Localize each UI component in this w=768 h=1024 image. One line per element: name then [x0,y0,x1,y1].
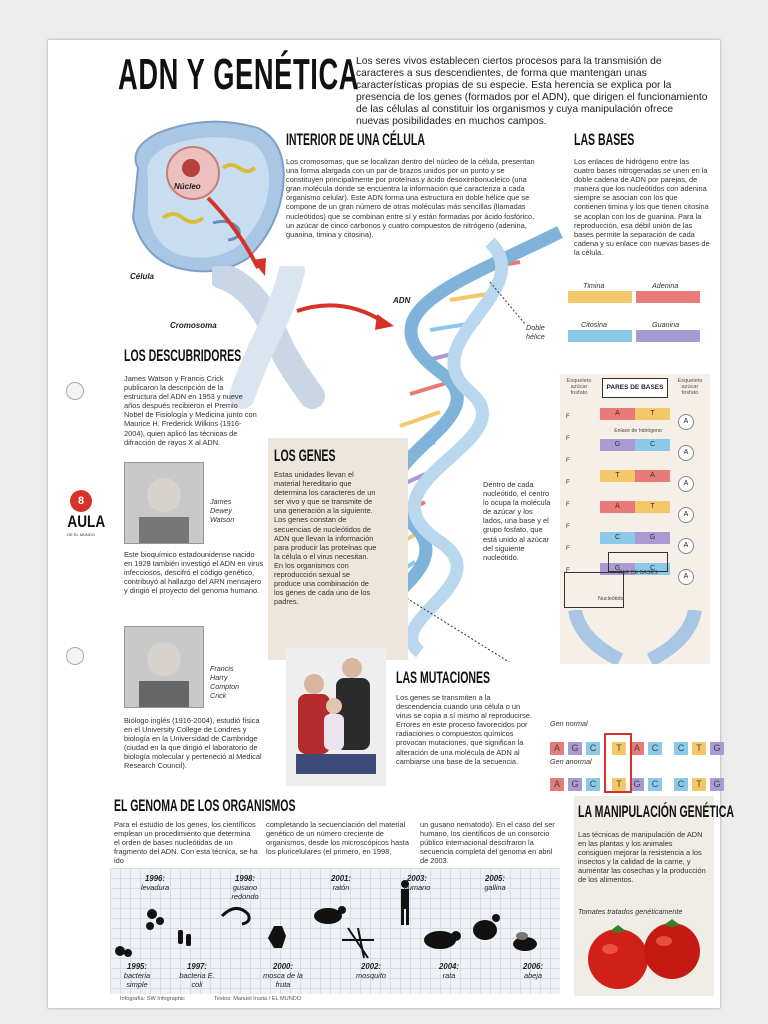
timeline-organism: gallina [484,883,506,892]
sequence-base: C [648,778,662,791]
credit-infografia: Infografía: SW Infographic [120,996,185,1002]
timeline-organism: gusano redondo [231,883,259,901]
strand-base-right: A [678,538,694,554]
sequence-base: C [586,742,600,755]
genoma-col1: Para el estudio de los genes, los científicos emplean un procedimiento que determina el orden de bases nucleótidas de un fragmento del ADN. Con esta técnica, se ha ido [114,820,258,866]
crick-photo [124,626,204,708]
timeline-organism: mosca de la fruta [263,971,303,989]
phosphate-marker: F [566,414,570,420]
strand-base-right: A [678,569,694,585]
timeline-year: 2003: [407,874,427,883]
base-label-adenina: Adenina [652,281,679,290]
mosquito-icon [342,928,374,958]
logo-badge: 8 [70,490,92,512]
crick-body: Biólogo inglés (1916-2004), estudió física en el University College de Londres y biología en la Universidad de Cambridge (ciudad en la que dirigió el laboratorio de biología molecular y perteneció al Medical Research Council). [124,716,262,771]
genoma-col3: un gusano nematodo). En el caso del ser humano, los científicos de un consorcio público internacional descifraron la secuencia completa del genoma en abril de 2003. [420,820,555,866]
sequence-base: G [710,778,724,791]
base-pair-row [600,439,670,451]
watson-caption: James Dewey Watson [210,497,235,524]
nucleolus [182,159,200,177]
binder-hole-top [66,382,84,400]
base-label-guanina: Guanina [652,320,680,329]
phosphate-marker: F [566,524,570,530]
family-photo [286,648,386,786]
base-pair-row [600,532,670,544]
interior-body: Los cromosomas, que se localizan dentro del núcleo de la célula, presentan una forma alargada con un par de brazos unidos por un punto y se constituyen principalmente por proteínas y ácido desoxirribonucleico (una gran molécula donde se encuentra la información que caracteriza a cada organismo celular). Este ADN forma una estructura en doble hélice que se compone de un gran número de otras moléculas más sencillas (llamadas nucleótidos) que se combinan entre sí y están formadas por ácido fosfórico, un azúcar de cinco carbonos y cuatro compuestos de nitrógeno (adenina, guanina, timina y citosina). [286,157,535,239]
pairs-left-label: Esqueleto azúcar fosfato [566,378,592,396]
descubridores-body: James Watson y Francis Crick publicaron la descripción de la estructura del ADN en 1953 y nueve años después recibieron el Premio Nobel de Fisiología y Medicina junto con Maurice H. Frederick Wilkins (1916-2004), quien aplicó las técnicas de difracción de rayos X al ADN. [124,374,257,447]
base-cell: G [600,563,635,575]
label-cromosoma: Cromosoma [170,321,217,330]
gen-anormal-sequence [550,774,728,792]
base-cell: A [600,501,635,513]
timeline-year: 2002: [361,962,381,971]
pairs-diagram [560,374,710,664]
strand-base-right: A [678,445,694,461]
base-label-citosina: Citosina [581,320,607,329]
base-swatch-adenina [636,291,700,303]
sequence-base: C [674,778,688,791]
nucleotide-box [564,572,624,608]
crick-caption: Francis Harry Compton Crick [210,664,240,700]
mouse-icon [314,908,342,924]
mutation-highlight [604,733,632,793]
genes-body: Estas unidades llevan el material hereditario que determina los caracteres de un ser vivo y que se transmite de una generación a la siguiente. Los genes constan de secuencias de nucleótidos de ADN que llevan la información para producir las proteínas que la célula o el virus necesitan. En los organismos con reproducción sexual se produce una combinación de los genes de cada uno de los padres. [274,470,377,607]
doble-helice-pointer [490,282,525,324]
nucleotide-label: Nucleótido [598,596,624,602]
label-doble-helice: Doble hélice [526,323,545,341]
mutaciones-body: Los genes se transmiten a la descendencia cuando una célula o un virus se copia a sí mismo al reproducirse. Errores en este proceso favorecidos por radiaciones o compuestos químicos provocan mutaciones, que significan la alteración de una molécula de ADN al cambiarse una base de la secuencia. [396,693,532,766]
timeline-organism: abeja [523,971,543,980]
base-pair-row [600,408,670,420]
timeline-year: 1996: [145,874,165,883]
sequence-base: G [630,778,644,791]
aula-logo [64,490,106,537]
mutaciones-heading: LAS MUTACIONES [396,668,491,687]
gen-anormal-label: Gen anormal [550,757,592,766]
sequence-base: C [674,742,688,755]
phosphate-marker: F [566,546,570,552]
sequence-base: T [612,778,626,791]
genes-heading: LOS GENES [274,446,336,465]
base-cell: A [635,470,670,482]
phosphate-marker: F [566,458,570,464]
intro-text: Los seres vivos establecen ciertos procesos para la transmisión de caracteres a sus descendientes, de forma que mantengan unas características propias de su especie. Esta herencia se explica por la presencia de los genes (formados por el ADN), que dirigen el funcionamiento de las células al constituir los organismos y cuya manipulación ofrece nuevas posibilidades en muchos campos. [356,56,708,127]
label-adn: ADN [393,296,411,305]
timeline-organism: bacteria E. coli [179,971,215,989]
phosphate-marker: F [566,480,570,486]
descubridores-heading: LOS DESCUBRIDORES [124,346,242,365]
timeline-year: 2004: [439,962,459,971]
pair-label: PAR DE BASES [608,552,668,572]
hbond-label: Enlace de hidrógeno [614,428,662,434]
ecoli-icon [178,930,183,944]
page-title: ADN Y GENÉTICA [118,50,360,99]
fly-icon [268,926,286,948]
base-pair-row [600,470,670,482]
watson-photo [124,462,204,544]
base-label-timina: Timina [583,281,605,290]
sequence-base: G [568,778,582,791]
timeline-year: 1998: [235,874,255,883]
base-pair-row [600,501,670,513]
timeline-year: 2001: [331,874,351,883]
phosphate-marker: F [566,436,570,442]
base-cell: A [600,408,635,420]
base-cell: C [635,563,670,575]
sequence-base: C [586,778,600,791]
hen-icon [473,920,497,940]
manipulacion-heading: LA MANIPULACIÓN GENÉTICA [578,802,734,821]
timeline-organism: rata [442,971,456,980]
base-cell: T [635,408,670,420]
watson-body: Este bioquímico estadounidense nacido en 1928 también investigó el ADN en virus infecciosos, descifró el código genético, contribuyó al hallazgo del ARN mensajero y dirigió el proyecto del genoma humano. [124,550,264,596]
sequence-base: T [692,742,706,755]
pairs-right-label: Esqueleto azúcar fosfato [677,378,703,396]
sequence-base: G [568,742,582,755]
timeline-organism: bacteria simple [123,971,151,989]
sequence-base: G [710,742,724,755]
interior-heading: INTERIOR DE UNA CÉLULA [286,130,425,149]
sequence-base: A [550,778,564,791]
label-celula: Célula [130,272,155,281]
worm-icon [222,908,249,924]
base-cell: T [600,470,635,482]
logo-sub: DE EL MUNDO [67,532,95,537]
strand-base-right: A [678,507,694,523]
timeline-year: 1997: [187,962,207,971]
credit-textos: Textos: Manuel Irusta / EL MUNDO [214,996,302,1002]
sequence-base: T [612,742,626,755]
timeline-year: 2006: [523,962,543,971]
timeline-year: 1995: [127,962,147,971]
bases-heading: LAS BASES [574,130,635,149]
phosphate-marker: F [566,502,570,508]
timeline-year: 2005: [485,874,505,883]
bacteria-icon [115,946,125,956]
gen-normal-label: Gen normal [550,719,588,728]
base-cell: C [600,532,635,544]
strand-separation [560,610,710,664]
sequence-base: A [550,742,564,755]
sequence-base: A [630,742,644,755]
base-cell: T [635,501,670,513]
base-cell: G [635,532,670,544]
strand-base-right: A [678,414,694,430]
bases-body: Los enlaces de hidrógeno entre las cuatro bases nitrogenadas se unen en la doble cadena de ADN por parejas, de manera que los nucleótidos con adenina siempre se asocian con los que contienen timina y los que tienen citosina se acoplan con los de guanina. Para la reproducción, esa débil unión de las bases permite la separación de cada cadena y su enlace con nuevas bases de la célula. [574,157,710,257]
genome-timeline [110,868,560,994]
nucleotide-note: Dentro de cada nucleótido, el centro lo ocupa la molécula de azúcar y los lados, una base y el grupo fosfato, que está unido al azúcar del siguiente nucleótido. [483,480,551,562]
pairs-title: PARES DE BASES [602,378,668,398]
binder-hole-bottom [66,647,84,665]
gen-normal-sequence [550,738,728,756]
base-cell: C [635,439,670,451]
sequence-base: T [692,778,706,791]
strand-base-right: A [678,476,694,492]
timeline-organism: levadura [140,883,170,892]
logo-name: AULA [67,512,106,531]
tomates-caption: Tomates tratados genéticamente [578,907,683,916]
manipulacion-body: Las técnicas de manipulación de ADN en las plantas y los animales consiguen mejorar la resistencia a los insectos y la calidad de la carne, y aumentar las cosechas y la producción de los alimentos. [578,830,706,885]
genoma-col2: completando la secuenciación del material genético de un número creciente de organismos, desde los microscópicos hasta los pluricelulares (el primero, en 1998, [266,820,409,857]
rat-icon [424,931,456,949]
base-cell: G [600,439,635,451]
timeline-organism: mosquito [356,971,386,980]
yeast-icon [147,909,157,919]
label-nucleo: Núcleo [174,182,201,191]
timeline-organism: ratón [332,883,350,892]
timeline-organism: humano [403,883,431,892]
tomatoes-image [580,915,710,995]
phosphate-marker: F [566,568,570,574]
sequence-base: C [648,742,662,755]
genoma-heading: EL GENOMA DE LOS ORGANISMOS [114,796,296,815]
base-swatch-guanina [636,330,700,342]
timeline-year: 2000: [273,962,293,971]
